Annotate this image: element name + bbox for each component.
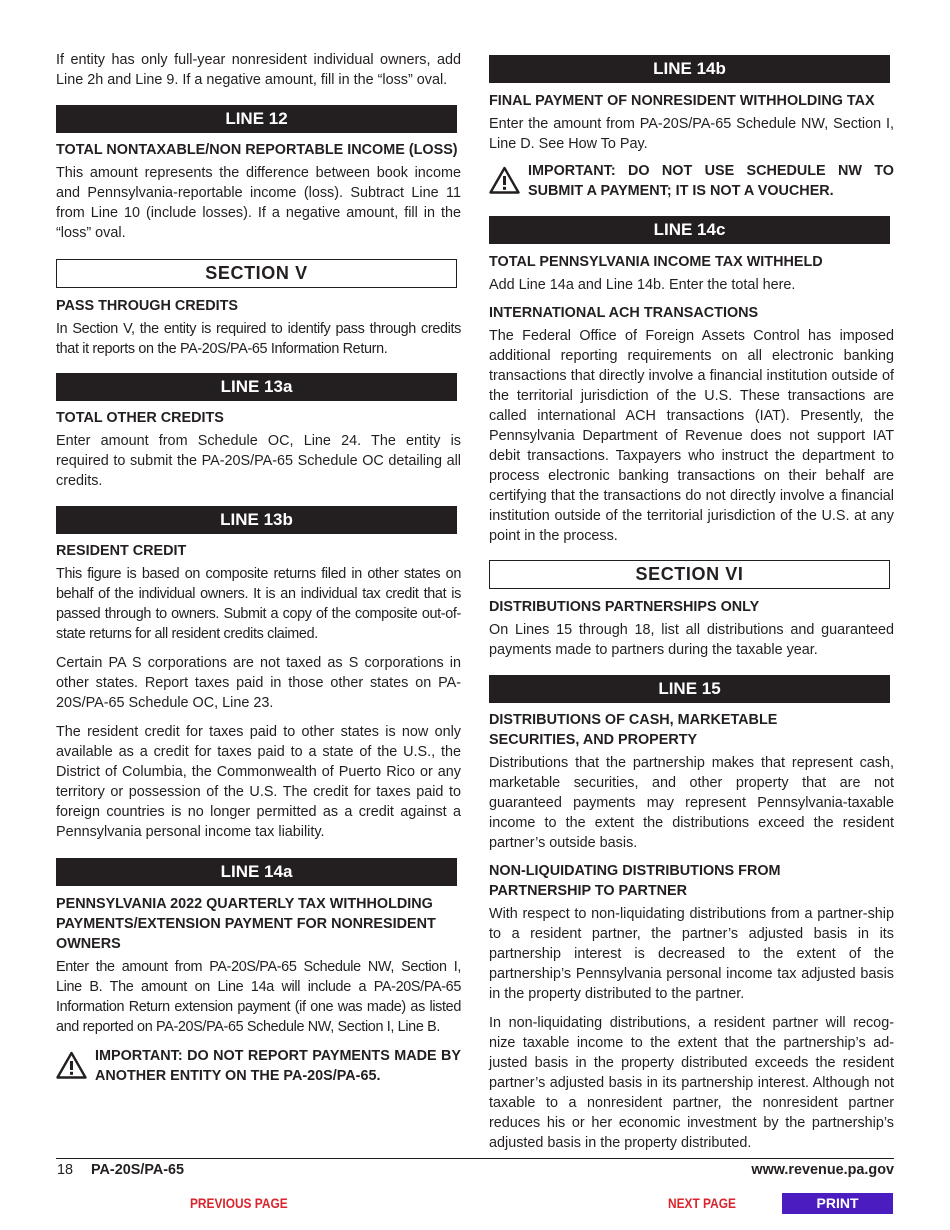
right-column bbox=[489, 50, 894, 1153]
ach-heading: INTERNATIONAL ACH TRANSACTIONS bbox=[489, 305, 759, 321]
line-14b-bar: LINE 14b bbox=[489, 55, 890, 83]
warning-triangle-icon bbox=[489, 166, 520, 194]
line-13b-bar: LINE 13b bbox=[56, 506, 457, 534]
warning-triangle-icon bbox=[56, 1051, 87, 1079]
section-vi-heading: DISTRIBUTIONS PARTNERSHIPS ONLY bbox=[489, 599, 760, 615]
line-14a-important-text: IMPORTANT: DO NOT REPORT PAYMENTS MADE BY ANOTHER ENTITY ON THE PA-20S/PA-65. bbox=[95, 1048, 461, 1084]
line-14c-bar: LINE 14c bbox=[489, 216, 890, 244]
left-column bbox=[56, 50, 461, 1086]
ach-body: The Federal Office of Foreign Assets Control has imposed additional reporting requirements on all electronic banking transactions that directly involve a financial institution outside of the territorial jurisdiction of the U.S. These transactions are called international ACH transactions (IAT). Presently, the Pennsylvania Department of Revenue does not support IAT debit transactions. Taxpayers who instruct the department to process electronic banking transactions on their behalf are certifying that the transactions do not directly involve a financial institution outside of the territorial jurisdiction of the U.S. at any point in the process. bbox=[489, 328, 894, 544]
line-14a-heading: PENNSYLVANIA 2022 QUARTERLY TAX WITHHOLDING PAYMENTS/EXTENSION PAYMENT FOR NONRESIDENT OWNERS bbox=[56, 896, 436, 952]
print-button[interactable]: PRINT bbox=[782, 1193, 893, 1214]
line-14b-important bbox=[489, 161, 894, 201]
intro-text: If entity has only full-year nonresident individual owners, add Line 2h and Line 9. If a negative amount, fill in the “loss” oval. bbox=[56, 52, 461, 88]
line-14a-important bbox=[56, 1046, 461, 1086]
line-12-body: This amount represents the difference between book income and Pennsylvania-reportable income (loss). Subtract Line 11 from Line 10 (include losses). If a negative amount, fill in the “loss” oval. bbox=[56, 165, 461, 241]
line-14b-heading: FINAL PAYMENT OF NONRESIDENT WITHHOLDING TAX bbox=[489, 93, 875, 109]
line-13b-body-3: The resident credit for taxes paid to other states is now only available as a credit for taxes paid to a state of the U.S., the District of Columbia, the Commonwealth of Puerto Rico or any territory or possession of the U.S. The credit for taxes paid to foreign countries is no longer permitted as a credit against a Pennsylvania personal income tax liability. bbox=[56, 724, 461, 840]
line-15-heading: DISTRIBUTIONS OF CASH, MARKETABLE SECURITIES, AND PROPERTY bbox=[489, 712, 778, 748]
line-12-bar: LINE 12 bbox=[56, 105, 457, 133]
line-13b-body-1: This figure is based on composite returns filed in other states on behalf of the individual owners. It is an individual tax credit that is passed through to owners. Submit a copy of the composite out-of-state returns for all resident credits claimed. bbox=[56, 566, 461, 642]
website-link[interactable]: www.revenue.pa.gov bbox=[751, 1162, 894, 1178]
line-13a-heading: TOTAL OTHER CREDITS bbox=[56, 410, 224, 426]
non-liquidating-body-2: In non-liquidating distributions, a resident partner will recog-nize taxable income to the extent that the partnership’s ad-justed basis in the property distributed exceeds the resident partner’s adjusted basis in its partnership interest. Although not taxable to a nonresident partner, the nonresident partner reduces his or her economic investment by the partnership’s adjusted basis in the property distributed. bbox=[489, 1015, 894, 1151]
line-14a-bar: LINE 14a bbox=[56, 858, 457, 886]
footer-rule bbox=[56, 1158, 894, 1159]
line-14c-heading: TOTAL PENNSYLVANIA INCOME TAX WITHHELD bbox=[489, 254, 823, 270]
line-13a-bar: LINE 13a bbox=[56, 373, 457, 401]
line-15-bar: LINE 15 bbox=[489, 675, 890, 703]
line-14b-important-text: IMPORTANT: DO NOT USE SCHEDULE NW TO SUBMIT A PAYMENT; IT IS NOT A VOUCHER. bbox=[528, 163, 894, 199]
section-v-body: In Section V, the entity is required to identify pass through credits that it reports on the PA-20S/PA-65 Information Return. bbox=[56, 321, 461, 357]
section-vi-body: On Lines 15 through 18, list all distributions and guaranteed payments made to partners during the taxable year. bbox=[489, 622, 894, 658]
line-14b-body: Enter the amount from PA-20S/PA-65 Schedule NW, Section I, Line D. See How To Pay. bbox=[489, 116, 894, 152]
line-13b-heading: RESIDENT CREDIT bbox=[56, 543, 187, 559]
non-liquidating-body-1: With respect to non-liquidating distributions from a partner-ship to a resident partner, the partner’s adjusted basis in its partnership interest is decreased to the extent of the partnership’s Pennsylvania personal income tax adjusted basis in the property distributed to the partner. bbox=[489, 906, 894, 1002]
line-14a-body: Enter the amount from PA-20S/PA-65 Schedule NW, Section I, Line B. The amount on Line 14a will include a PA-20S/PA-65 Information Return extension payment (if one was made) as listed and reported on PA-20S/PA-65 Schedule NW, Section I, Line B. bbox=[56, 959, 461, 1035]
previous-page-link[interactable]: PREVIOUS PAGE bbox=[190, 1195, 288, 1211]
non-liquidating-heading: NON-LIQUIDATING DISTRIBUTIONS FROM PARTNERSHIP TO PARTNER bbox=[489, 863, 781, 899]
next-page-link[interactable]: NEXT PAGE bbox=[668, 1195, 736, 1211]
line-15-body: Distributions that the partnership makes that represent cash, marketable securities, and other property that are not guaranteed payments may represent Pennsylvania-taxable income to the extent the distributions exceed the resident partner’s outside basis. bbox=[489, 755, 894, 851]
line-14c-body: Add Line 14a and Line 14b. Enter the total here. bbox=[489, 277, 796, 293]
section-v-bar: SECTION V bbox=[56, 259, 457, 288]
page-number: 18 bbox=[57, 1162, 74, 1178]
line-12-heading: TOTAL NONTAXABLE/NON REPORTABLE INCOME (LOSS) bbox=[56, 142, 458, 158]
form-id: PA-20S/PA-65 bbox=[91, 1162, 185, 1178]
section-v-heading: PASS THROUGH CREDITS bbox=[56, 298, 239, 314]
line-13b-body-2: Certain PA S corporations are not taxed as S corporations in other states. Report taxes paid in those other states on PA-20S/PA-65 Schedule OC, Line 23. bbox=[56, 655, 461, 711]
section-vi-bar: SECTION VI bbox=[489, 560, 890, 589]
line-13a-body: Enter amount from Schedule OC, Line 24. The entity is required to submit the PA-20S/PA-65 Schedule OC detailing all credits. bbox=[56, 433, 461, 489]
